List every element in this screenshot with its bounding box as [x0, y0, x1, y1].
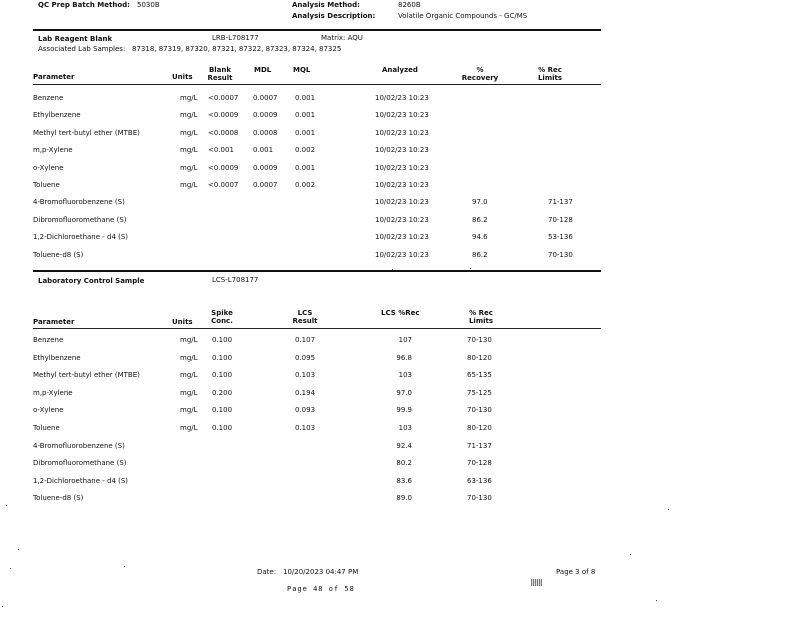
footer-date-label: Date: [257, 568, 277, 576]
blank-param-cell: Toluene-d8 (S) [33, 250, 84, 259]
blank-col-result: Blank Result [207, 66, 233, 82]
blank-result-cell: <0.0008 [208, 128, 239, 137]
lcs-param-cell: Ethylbenzene [33, 353, 81, 362]
blank-table-row [0, 198, 800, 208]
blank-section-title: Lab Reagent Blank [38, 35, 113, 43]
footer-date-value: 10/20/2023 04:47 PM [283, 568, 359, 576]
blank-mdl-cell: 0.0008 [253, 128, 278, 137]
blank-analyzed-cell: 10/02/23 10:23 [375, 146, 429, 155]
blank-table-row [0, 233, 800, 243]
blank-mdl-cell: 0.0007 [253, 181, 278, 189]
lcs-table-row [0, 336, 800, 346]
lcs-rec-cell: 103 [398, 371, 412, 380]
lcs-col-result: LCS Result [292, 309, 318, 325]
blank-matrix: Matrix: AQU [321, 34, 363, 42]
lcs-limits-cell: 70-130 [467, 406, 492, 415]
blank-result-cell: <0.0009 [208, 163, 239, 172]
blank-table-row [0, 94, 800, 104]
lcs-col-spike: Spike Conc. [211, 309, 233, 325]
blank-mql-cell: 0.001 [295, 128, 316, 137]
blank-param-cell: Methyl tert-butyl ether (MTBE) [33, 128, 140, 137]
scan-speck [470, 268, 471, 269]
blank-col-mdl: MDL [254, 66, 272, 74]
prep-batch-value: 5030B [137, 1, 160, 9]
blank-param-cell: Benzene [33, 94, 64, 102]
blank-analyzed-cell: 10/02/23 10:23 [375, 163, 429, 172]
lcs-table-row [0, 389, 800, 399]
blank-table-row [0, 181, 800, 191]
lcs-units-cell: mg/L [180, 336, 198, 344]
lcs-units-cell: mg/L [180, 388, 198, 397]
blank-analyzed-cell: 10/02/23 10:23 [375, 233, 429, 242]
lcs-col-units: Units [172, 318, 193, 326]
lcs-limits-cell: 75-125 [467, 388, 492, 397]
lcs-limits-cell: 71-137 [467, 441, 492, 450]
lcs-units-cell: mg/L [180, 406, 198, 415]
blank-col-units: Units [172, 73, 193, 81]
lcs-units-cell: mg/L [180, 424, 198, 432]
lcs-col-parameter: Parameter [33, 318, 75, 326]
lcs-units-cell: mg/L [180, 371, 198, 380]
footer-page-of: Page 3 of 8 [556, 568, 596, 576]
scan-speck [10, 568, 11, 569]
blank-param-cell: Ethylbenzene [33, 111, 81, 120]
blank-limits-cell: 70-128 [548, 215, 573, 224]
lcs-param-cell: Benzene [33, 336, 64, 344]
blank-units-cell: mg/L [180, 111, 198, 120]
blank-recovery-cell: 86.2 [472, 215, 488, 224]
blank-units-cell: mg/L [180, 181, 198, 189]
lcs-param-cell: Methyl tert-butyl ether (MTBE) [33, 371, 140, 380]
blank-analyzed-cell: 10/02/23 10:23 [375, 128, 429, 137]
blank-recovery-cell: 97.0 [472, 198, 488, 207]
lcs-param-cell: Toluene [33, 424, 60, 432]
associated-samples-values: 87318, 87319, 87320, 87321, 87322, 87323, 87324, 87325 [132, 45, 342, 53]
lcs-rec-cell: 107 [398, 336, 412, 344]
footer-page-total: Page 48 of 58 [287, 585, 355, 593]
scan-speck [656, 600, 657, 601]
lcs-rec-cell: 89.0 [396, 494, 412, 503]
lcs-table-row [0, 371, 800, 381]
blank-param-cell: 1,2-Dichloroethane - d4 (S) [33, 233, 129, 242]
lcs-param-cell: o-Xylene [33, 406, 64, 415]
lcs-result-cell: 0.103 [295, 371, 316, 380]
blank-analyzed-cell: 10/02/23 10:23 [375, 215, 429, 224]
lcs-param-cell: 1,2-Dichloroethane - d4 (S) [33, 476, 129, 485]
blank-analyzed-cell: 10/02/23 10:23 [375, 181, 429, 189]
lcs-rec-cell: 96.8 [396, 353, 412, 362]
blank-units-cell: mg/L [180, 146, 198, 155]
lcs-rec-cell: 99.9 [396, 406, 412, 415]
lcs-units-cell: mg/L [180, 353, 198, 362]
lcs-sample-id: LCS-L708177 [212, 276, 259, 284]
lcs-table-row [0, 406, 800, 416]
blank-mql-cell: 0.002 [295, 181, 316, 189]
lcs-table-row [0, 442, 800, 452]
scan-speck [18, 549, 19, 550]
section-divider [33, 270, 601, 272]
lcs-limits-cell: 70-128 [467, 459, 492, 468]
lcs-result-cell: 0.194 [295, 388, 316, 397]
blank-limits-cell: 70-130 [548, 250, 573, 259]
lcs-table-row [0, 477, 800, 487]
lcs-col-limits: % Rec Limits [468, 309, 494, 325]
lcs-param-cell: 4-Bromofluorobenzene (S) [33, 441, 125, 450]
blank-col-recovery: % Recovery [461, 66, 499, 82]
blank-col-analyzed: Analyzed [382, 66, 418, 74]
blank-analyzed-cell: 10/02/23 10:23 [375, 94, 429, 102]
blank-table-row [0, 111, 800, 121]
blank-analyzed-cell: 10/02/23 10:23 [375, 198, 429, 207]
blank-table-row [0, 216, 800, 226]
blank-table-row [0, 164, 800, 174]
blank-result-cell: <0.001 [208, 146, 234, 155]
blank-analyzed-cell: 10/02/23 10:23 [375, 250, 429, 259]
lcs-rec-cell: 80.2 [396, 459, 412, 468]
scan-mark-graphic [531, 579, 542, 586]
blank-param-cell: 4-Bromofluorobenzene (S) [33, 198, 125, 207]
lcs-spike-cell: 0.100 [212, 371, 233, 380]
lcs-table-row [0, 354, 800, 364]
lcs-result-cell: 0.107 [295, 336, 316, 344]
lcs-result-cell: 0.093 [295, 406, 316, 415]
blank-mql-cell: 0.001 [295, 163, 316, 172]
lcs-spike-cell: 0.100 [212, 406, 233, 415]
lcs-table-row [0, 424, 800, 434]
blank-col-limits: % Rec Limits [537, 66, 563, 82]
lcs-rec-cell: 92.4 [396, 441, 412, 450]
scan-speck [668, 509, 669, 510]
lcs-limits-cell: 80-120 [467, 353, 492, 362]
header-divider [33, 29, 601, 31]
blank-result-cell: <0.0009 [208, 111, 239, 120]
scan-speck [124, 566, 125, 567]
lcs-param-cell: Toluene-d8 (S) [33, 494, 84, 503]
blank-recovery-cell: 86.2 [472, 250, 488, 259]
blank-table-row [0, 251, 800, 261]
blank-mdl-cell: 0.001 [253, 146, 274, 155]
scan-speck [2, 606, 3, 607]
lcs-spike-cell: 0.100 [212, 424, 233, 432]
blank-limits-cell: 53-136 [548, 233, 573, 242]
blank-result-cell: <0.0007 [208, 94, 239, 102]
lcs-rec-cell: 103 [398, 424, 412, 432]
blank-recovery-cell: 94.6 [472, 233, 488, 242]
blank-table-row [0, 129, 800, 139]
scan-speck [630, 554, 631, 555]
analysis-description-value: Volatile Organic Compounds - GC/MS [398, 12, 528, 20]
lcs-spike-cell: 0.100 [212, 353, 233, 362]
lcs-limits-cell: 63-136 [467, 476, 492, 485]
lcs-result-cell: 0.103 [295, 424, 316, 432]
blank-param-cell: m,p-Xylene [33, 146, 73, 155]
blank-mql-cell: 0.001 [295, 111, 316, 120]
blank-table-row [0, 146, 800, 156]
associated-samples-label: Associated Lab Samples: [38, 45, 126, 53]
scan-speck [392, 269, 393, 270]
blank-col-mql: MQL [293, 66, 311, 74]
blank-limits-cell: 71-137 [548, 198, 573, 207]
lcs-header-rule [33, 328, 601, 329]
blank-units-cell: mg/L [180, 163, 198, 172]
lcs-section-title: Laboratory Control Sample [38, 277, 145, 285]
blank-analyzed-cell: 10/02/23 10:23 [375, 111, 429, 120]
analysis-method-label: Analysis Method: [292, 1, 360, 9]
blank-mql-cell: 0.001 [295, 94, 316, 102]
blank-col-parameter: Parameter [33, 73, 75, 81]
analysis-method-value: 8260B [398, 1, 421, 9]
prep-batch-label: QC Prep Batch Method: [38, 1, 130, 9]
lcs-rec-cell: 83.6 [396, 476, 412, 485]
blank-result-cell: <0.0007 [208, 181, 239, 189]
blank-mdl-cell: 0.0009 [253, 111, 278, 120]
lcs-limits-cell: 70-130 [467, 494, 492, 503]
lcs-param-cell: Dibromofluoromethane (S) [33, 459, 127, 468]
lcs-result-cell: 0.095 [295, 353, 316, 362]
blank-units-cell: mg/L [180, 128, 198, 137]
lcs-rec-cell: 97.0 [396, 388, 412, 397]
blank-param-cell: Toluene [33, 181, 60, 189]
blank-units-cell: mg/L [180, 94, 198, 102]
lcs-spike-cell: 0.200 [212, 388, 233, 397]
blank-sample-id: LRB-L708177 [212, 34, 259, 42]
lcs-limits-cell: 70-130 [467, 336, 492, 344]
blank-mql-cell: 0.002 [295, 146, 316, 155]
blank-param-cell: Dibromofluoromethane (S) [33, 215, 127, 224]
lcs-table-row [0, 459, 800, 469]
scan-speck [6, 505, 7, 506]
lcs-col-rec: LCS %Rec [381, 309, 420, 317]
lcs-spike-cell: 0.100 [212, 336, 233, 344]
blank-mdl-cell: 0.0009 [253, 163, 278, 172]
lcs-table-row [0, 494, 800, 504]
lcs-limits-cell: 80-120 [467, 424, 492, 432]
blank-header-rule [33, 84, 601, 85]
blank-mdl-cell: 0.0007 [253, 94, 278, 102]
lcs-param-cell: m,p-Xylene [33, 388, 73, 397]
blank-param-cell: o-Xylene [33, 163, 64, 172]
lcs-limits-cell: 65-135 [467, 371, 492, 380]
analysis-description-label: Analysis Description: [292, 12, 376, 20]
